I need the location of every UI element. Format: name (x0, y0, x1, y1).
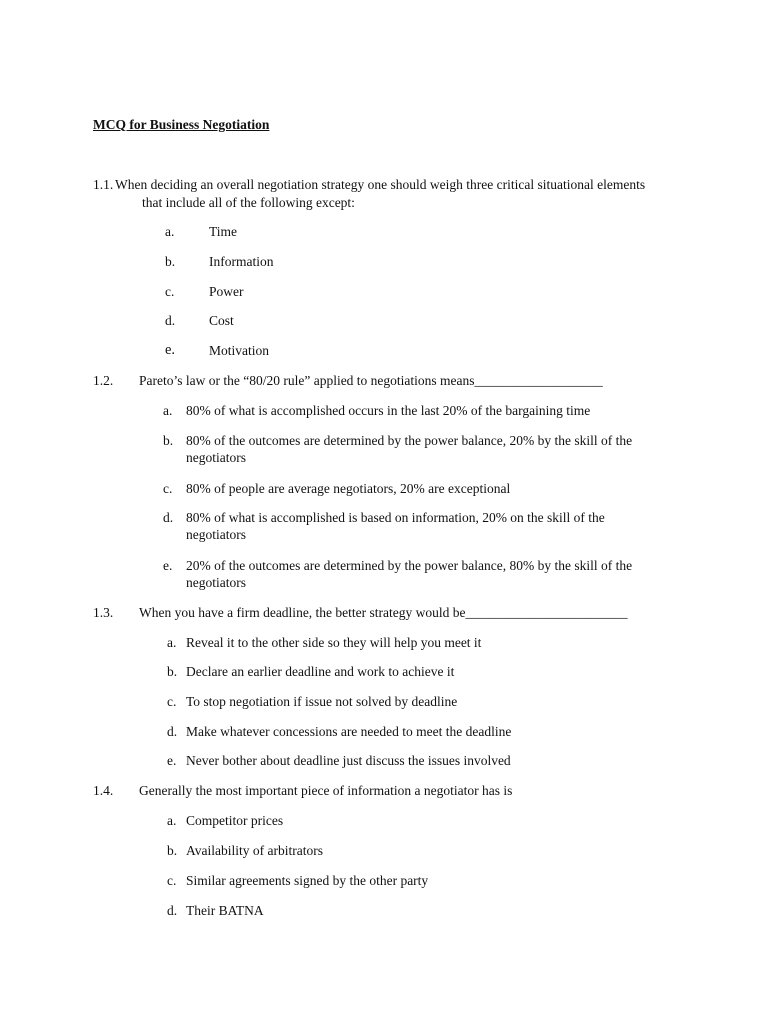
question-text-line: When deciding an overall negotiation strategy one should weigh three critical situational elements (115, 177, 646, 192)
option-letter: c. (167, 694, 177, 709)
question-text-line: Generally the most important piece of information a negotiator has is (139, 783, 513, 798)
option-letter: e. (165, 342, 176, 358)
option-letter: a. (167, 813, 177, 828)
option-text: 20% of the outcomes are determined by the power balance, 80% by the skill of the (186, 558, 633, 573)
option-letter: a. (163, 403, 173, 418)
option-text: Availability of arbitrators (186, 843, 323, 858)
option-letter: b. (165, 254, 176, 269)
question-number: 1.2. (93, 373, 114, 388)
option-text: 80% of what is accomplished occurs in the last 20% of the bargaining time (186, 403, 591, 418)
option-letter: b. (167, 843, 178, 858)
option-text: 80% of people are average negotiators, 20% are exceptional (186, 481, 511, 496)
option-text: To stop negotiation if issue not solved by deadline (186, 694, 458, 709)
question-text-line: Pareto’s law or the “80/20 rule” applied to negotiations means___________________ (139, 373, 603, 388)
option-letter: b. (167, 664, 178, 679)
option-letter: c. (167, 873, 177, 888)
option-letter: c. (165, 284, 175, 299)
option-letter: a. (167, 635, 177, 650)
option-text: Motivation (209, 343, 269, 358)
question-number: 1.3. (93, 605, 114, 620)
option-text: Declare an earlier deadline and work to achieve it (186, 664, 455, 679)
option-text: Competitor prices (186, 813, 284, 828)
question-text-line: When you have a firm deadline, the better strategy would be________________________ (139, 605, 628, 620)
option-text: Similar agreements signed by the other party (186, 873, 429, 888)
option-text: Cost (209, 313, 234, 328)
option-text: Make whatever concessions are needed to meet the deadline (186, 724, 512, 739)
option-text: Never bother about deadline just discuss the issues involved (186, 753, 511, 768)
option-text: negotiators (186, 450, 246, 465)
question-number: 1.1. (93, 177, 114, 192)
option-text: Reveal it to the other side so they will help you meet it (186, 635, 482, 650)
option-letter: a. (165, 224, 175, 239)
option-letter: d. (165, 313, 176, 328)
option-letter: c. (163, 481, 173, 496)
option-letter: d. (163, 510, 174, 525)
page-title: MCQ for Business Negotiation (93, 117, 270, 132)
option-text: negotiators (186, 527, 246, 542)
option-text: 80% of what is accomplished is based on information, 20% on the skill of the (186, 510, 605, 525)
option-text: Time (209, 224, 238, 239)
option-letter: d. (167, 724, 178, 739)
option-text: negotiators (186, 575, 246, 590)
question-text-line: that include all of the following except: (142, 195, 355, 210)
option-text: Information (209, 254, 274, 269)
option-text: Power (209, 284, 244, 299)
option-letter: e. (167, 753, 177, 768)
option-letter: e. (163, 558, 173, 573)
option-letter: b. (163, 433, 174, 448)
question-number: 1.4. (93, 783, 114, 798)
option-letter: d. (167, 903, 178, 918)
option-text: 80% of the outcomes are determined by the power balance, 20% by the skill of the (186, 433, 633, 448)
option-text: Their BATNA (186, 903, 264, 918)
